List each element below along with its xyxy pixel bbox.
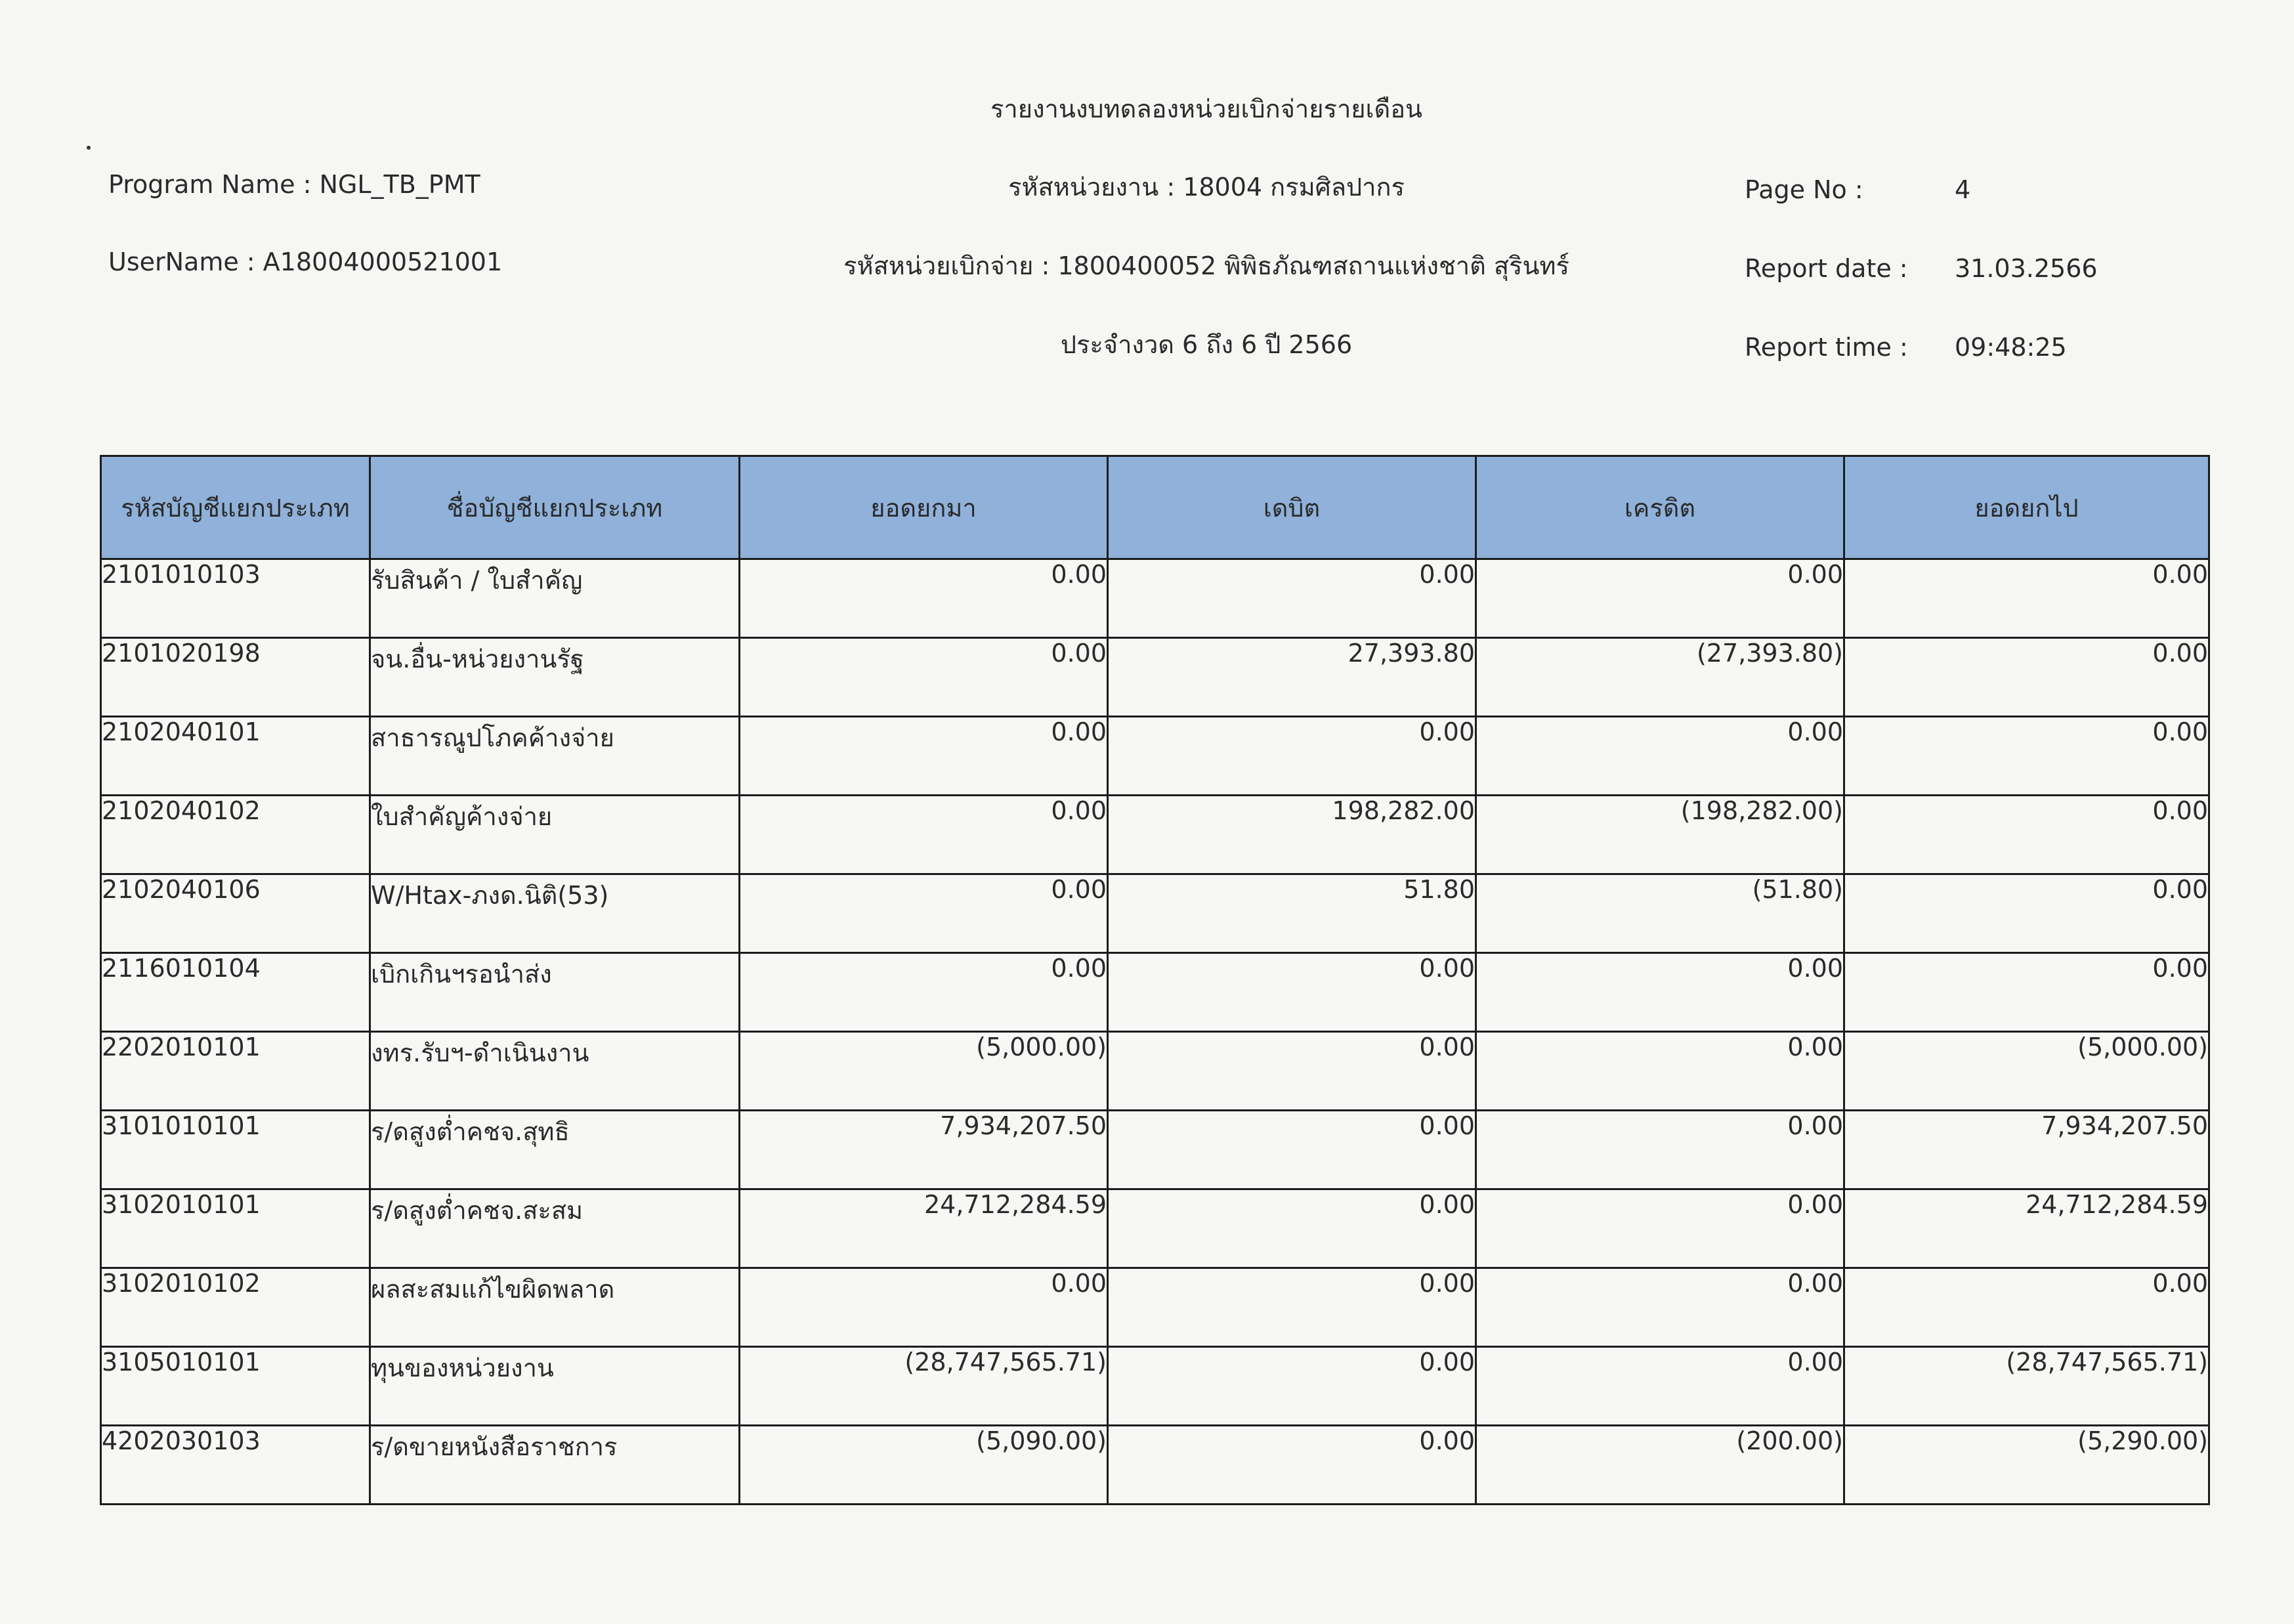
credit-cell: 0.00 xyxy=(1476,1268,1844,1347)
table-row xyxy=(101,559,2209,638)
account-code-cell: 3105010101 xyxy=(101,1347,370,1426)
credit-cell: (27,393.80) xyxy=(1476,638,1844,717)
column-header-account-name: ชื่อบัญชีแยกประเภท xyxy=(370,456,740,559)
page-no-label: Page No : xyxy=(1745,175,1863,204)
account-code-cell: 2102040106 xyxy=(101,874,370,953)
account-code-cell: 2102040102 xyxy=(101,796,370,874)
account-code-cell: 2116010104 xyxy=(101,953,370,1032)
debit-cell: 0.00 xyxy=(1108,1268,1476,1347)
credit-cell: 0.00 xyxy=(1476,559,1844,638)
report-date-value: 31.03.2566 xyxy=(1955,254,2098,283)
username: UserName : A18004000521001 xyxy=(108,247,503,276)
debit-cell: 0.00 xyxy=(1108,1347,1476,1426)
agency-code: รหัสหน่วยงาน : 18004 กรมศิลปากร xyxy=(1008,173,1405,202)
account-name-cell: ใบสำคัญค้างจ่าย xyxy=(370,796,740,874)
credit-cell: (51.80) xyxy=(1476,874,1844,953)
account-code-cell: 3102010101 xyxy=(101,1189,370,1268)
closing-balance-cell: 0.00 xyxy=(1844,717,2209,796)
report-title: รายงานงบทดลองหน่วยเบิกจ่ายรายเดือน xyxy=(990,95,1423,123)
debit-cell: 0.00 xyxy=(1108,1032,1476,1111)
table-row xyxy=(101,796,2209,874)
column-header-debit: เดบิต xyxy=(1108,456,1476,559)
credit-cell: 0.00 xyxy=(1476,1111,1844,1189)
opening-balance-cell: 7,934,207.50 xyxy=(740,1111,1108,1189)
program-name: Program Name : NGL_TB_PMT xyxy=(108,170,480,199)
opening-balance-cell: 0.00 xyxy=(740,559,1108,638)
account-name-cell: ทุนของหน่วยงาน xyxy=(370,1347,740,1426)
account-name-cell: ร/ดสูงต่ำคชจ.สุทธิ xyxy=(370,1111,740,1189)
table-row xyxy=(101,1347,2209,1426)
account-name-cell: ร/ดสูงต่ำคชจ.สะสม xyxy=(370,1189,740,1268)
debit-cell: 51.80 xyxy=(1108,874,1476,953)
report-period: ประจำงวด 6 ถึง 6 ปี 2566 xyxy=(1060,330,1353,359)
table-header-row xyxy=(101,456,2209,559)
closing-balance-cell: 0.00 xyxy=(1844,874,2209,953)
page-no-value: 4 xyxy=(1955,175,1971,204)
account-name-cell: งทร.รับฯ-ดำเนินงาน xyxy=(370,1032,740,1111)
opening-balance-cell: 24,712,284.59 xyxy=(740,1189,1108,1268)
account-code-cell: 4202030103 xyxy=(101,1426,370,1505)
table-row xyxy=(101,1032,2209,1111)
debit-cell: 0.00 xyxy=(1108,1189,1476,1268)
credit-cell: 0.00 xyxy=(1476,953,1844,1032)
table-row xyxy=(101,953,2209,1032)
closing-balance-cell: 0.00 xyxy=(1844,638,2209,717)
account-code-cell: 3102010102 xyxy=(101,1268,370,1347)
credit-cell: 0.00 xyxy=(1476,717,1844,796)
account-name-cell: สาธารณูปโภคค้างจ่าย xyxy=(370,717,740,796)
closing-balance-cell: 24,712,284.59 xyxy=(1844,1189,2209,1268)
report-date-label: Report date : xyxy=(1745,254,1908,283)
report-time-value: 09:48:25 xyxy=(1955,333,2067,362)
debit-cell: 27,393.80 xyxy=(1108,638,1476,717)
closing-balance-cell: (5,290.00) xyxy=(1844,1426,2209,1505)
opening-balance-cell: (5,090.00) xyxy=(740,1426,1108,1505)
credit-cell: 0.00 xyxy=(1476,1032,1844,1111)
credit-cell: 0.00 xyxy=(1476,1347,1844,1426)
disbursement-unit: รหัสหน่วยเบิกจ่าย : 1800400052 พิพิธภัณฑสถานแห่งชาติ สุรินทร์ xyxy=(843,251,1569,280)
table-row xyxy=(101,1426,2209,1505)
column-header-opening-balance: ยอดยกมา xyxy=(740,456,1108,559)
account-name-cell: เบิกเกินฯรอนำส่ง xyxy=(370,953,740,1032)
opening-balance-cell: (28,747,565.71) xyxy=(740,1347,1108,1426)
debit-cell: 0.00 xyxy=(1108,1426,1476,1505)
report-time-label: Report time : xyxy=(1745,333,1908,362)
table-row xyxy=(101,1111,2209,1189)
debit-cell: 0.00 xyxy=(1108,717,1476,796)
table-row xyxy=(101,1189,2209,1268)
opening-balance-cell: 0.00 xyxy=(740,1268,1108,1347)
credit-cell: (200.00) xyxy=(1476,1426,1844,1505)
opening-balance-cell: 0.00 xyxy=(740,638,1108,717)
account-name-cell: จน.อื่น-หน่วยงานรัฐ xyxy=(370,638,740,717)
table-row xyxy=(101,874,2209,953)
opening-balance-cell: 0.00 xyxy=(740,717,1108,796)
opening-balance-cell: (5,000.00) xyxy=(740,1032,1108,1111)
debit-cell: 0.00 xyxy=(1108,559,1476,638)
account-name-cell: รับสินค้า / ใบสำคัญ xyxy=(370,559,740,638)
table-row xyxy=(101,717,2209,796)
table-row xyxy=(101,1268,2209,1347)
column-header-closing-balance: ยอดยกไป xyxy=(1844,456,2209,559)
closing-balance-cell: 0.00 xyxy=(1844,953,2209,1032)
account-code-cell: 2202010101 xyxy=(101,1032,370,1111)
opening-balance-cell: 0.00 xyxy=(740,796,1108,874)
column-header-credit: เครดิต xyxy=(1476,456,1844,559)
opening-balance-cell: 0.00 xyxy=(740,874,1108,953)
account-code-cell: 2101020198 xyxy=(101,638,370,717)
table-row xyxy=(101,638,2209,717)
debit-cell: 0.00 xyxy=(1108,1111,1476,1189)
credit-cell: 0.00 xyxy=(1476,1189,1844,1268)
account-name-cell: ผลสะสมแก้ไขผิดพลาด xyxy=(370,1268,740,1347)
scan-speck xyxy=(87,146,91,150)
closing-balance-cell: 0.00 xyxy=(1844,796,2209,874)
closing-balance-cell: 0.00 xyxy=(1844,1268,2209,1347)
account-code-cell: 3101010101 xyxy=(101,1111,370,1189)
debit-cell: 198,282.00 xyxy=(1108,796,1476,874)
account-name-cell: W/Htax-ภงด.นิติ(53) xyxy=(370,874,740,953)
account-name-cell: ร/ดขายหนังสือราชการ xyxy=(370,1426,740,1505)
account-code-cell: 2102040101 xyxy=(101,717,370,796)
closing-balance-cell: (28,747,565.71) xyxy=(1844,1347,2209,1426)
closing-balance-cell: 7,934,207.50 xyxy=(1844,1111,2209,1189)
opening-balance-cell: 0.00 xyxy=(740,953,1108,1032)
credit-cell: (198,282.00) xyxy=(1476,796,1844,874)
trial-balance-table xyxy=(100,455,2210,1505)
column-header-account-code: รหัสบัญชีแยกประเภท xyxy=(101,456,370,559)
closing-balance-cell: 0.00 xyxy=(1844,559,2209,638)
debit-cell: 0.00 xyxy=(1108,953,1476,1032)
account-code-cell: 2101010103 xyxy=(101,559,370,638)
closing-balance-cell: (5,000.00) xyxy=(1844,1032,2209,1111)
